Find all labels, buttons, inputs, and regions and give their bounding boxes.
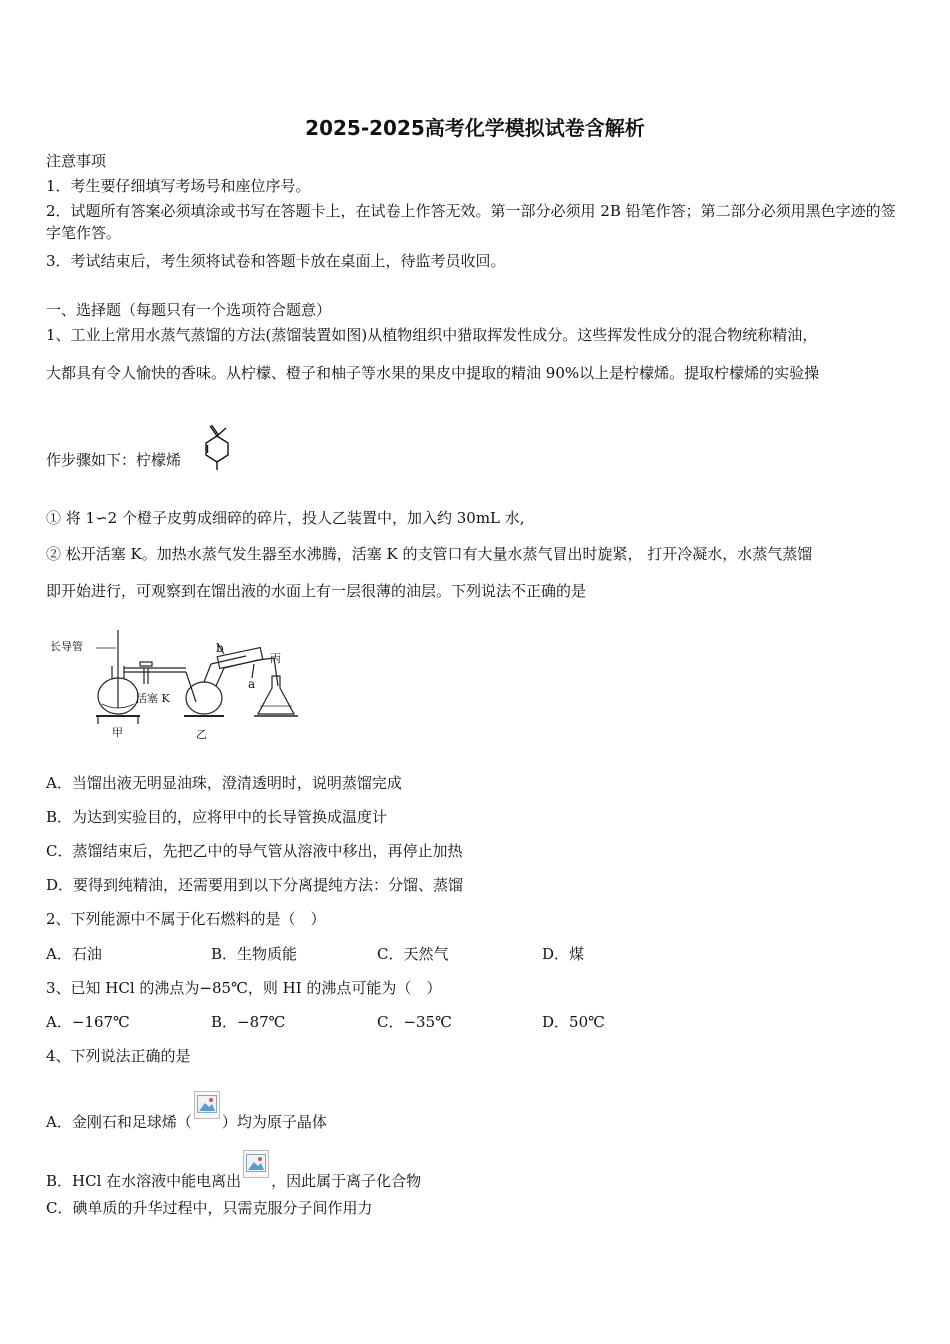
label-valve-k: 活塞 K xyxy=(136,692,170,705)
q1-line-2: 大都具有令人愉快的香味。从柠檬、橙子和柚子等水果的果皮中提取的精油 90%以上是柠檬烯。提取柠檬烯的实验操 xyxy=(46,364,820,382)
q2-options xyxy=(46,943,906,965)
q1-option-b: B．为达到实验目的，应将甲中的长导管换成温度计 xyxy=(46,808,388,826)
notice-item-3: 3．考试结束后，考生须将试卷和答题卡放在桌面上，待监考员收回。 xyxy=(46,252,506,270)
notice-heading: 注意事项 xyxy=(46,152,107,170)
distillation-apparatus-diagram xyxy=(46,626,306,744)
q2-stem: 2、下列能源中不属于化石燃料的是（ ） xyxy=(46,910,326,928)
q4-option-c: C．碘单质的升华过程中，只需克服分子间作用力 xyxy=(46,1199,373,1217)
q1-line-3: 作步骤如下：柠檬烯 xyxy=(46,451,182,469)
notice-item-1: 1．考生要仔细填写考场号和座位序号。 xyxy=(46,177,311,195)
q4-option-a-post: ）均为原子晶体 xyxy=(221,1113,327,1131)
q3-option-d: D．50℃ xyxy=(542,1013,605,1031)
limonene-structure-icon xyxy=(200,422,234,472)
q1-step-1: ① 将 1∽2 个橙子皮剪成细碎的碎片，投人乙装置中，加入约 30mL 水, xyxy=(46,509,525,527)
label-jia: 甲 xyxy=(112,726,123,739)
section-heading: 一、选择题（每题只有一个选项符合题意） xyxy=(46,301,332,319)
broken-image-icon xyxy=(243,1150,269,1178)
label-a: a xyxy=(248,677,256,691)
q1-option-d: D．要得到纯精油，还需要用到以下分离提纯方法：分馏、蒸馏 xyxy=(46,876,464,894)
notice-item-2: 2．试题所有答案必须填涂或书写在答题卡上，在试卷上作答无效。第一部分必须用 2B 铅笔作答；第二部分必须用黑色字迹的签字笔作答。 xyxy=(46,202,896,242)
q1-option-a: A．当馏出液无明显油珠，澄清透明时，说明蒸馏完成 xyxy=(46,774,402,792)
q4-option-b-post: ，因此属于离子化合物 xyxy=(271,1172,422,1190)
q2-option-b: B．生物质能 xyxy=(211,945,298,963)
q3-stem: 3、已知 HCl 的沸点为−85℃，则 HI 的沸点可能为（ ） xyxy=(46,979,442,997)
label-bing: 丙 xyxy=(270,652,281,665)
q4-stem: 4、下列说法正确的是 xyxy=(46,1047,191,1065)
q1-step-2b: 即开始进行，可观察到在馏出液的水面上有一层很薄的油层。下列说法不正确的是 xyxy=(46,582,587,600)
q2-option-a: A．石油 xyxy=(46,945,102,963)
q1-option-c: C．蒸馏结束后，先把乙中的导气管从溶液中移出，再停止加热 xyxy=(46,842,463,860)
q3-option-b: B．−87℃ xyxy=(211,1013,286,1031)
q3-options xyxy=(46,1011,906,1033)
q1-step-2: ② 松开活塞 K。加热水蒸气发生器至水沸腾，活塞 K 的支管口有大量水蒸气冒出时旋紧， 打开冷凝水，水蒸气蒸馏 xyxy=(46,545,813,563)
q4-option-b-pre: B．HCl 在水溶液中能电离出 xyxy=(46,1172,242,1190)
label-long-tube: 长导管 xyxy=(50,640,83,653)
q1-line-1: 1、工业上常用水蒸气蒸馏的方法(蒸馏装置如图)从植物组织中猎取挥发性成分。这些挥发性成分的混合物统称精油， xyxy=(46,326,818,344)
q4-option-a xyxy=(46,1091,327,1133)
q2-option-c: C．天然气 xyxy=(377,945,449,963)
q3-option-c: C．−35℃ xyxy=(377,1013,452,1031)
q2-option-d: D．煤 xyxy=(542,945,585,963)
q3-option-a: A．−167℃ xyxy=(46,1013,130,1031)
q4-option-a-pre: A．金刚石和足球烯（ xyxy=(46,1113,192,1131)
label-b: b xyxy=(216,641,224,655)
broken-image-icon xyxy=(194,1091,220,1119)
page-title: 2025-2025高考化学模拟试卷含解析 xyxy=(305,116,645,140)
q4-option-b xyxy=(46,1150,421,1192)
label-yi: 乙 xyxy=(196,728,207,741)
